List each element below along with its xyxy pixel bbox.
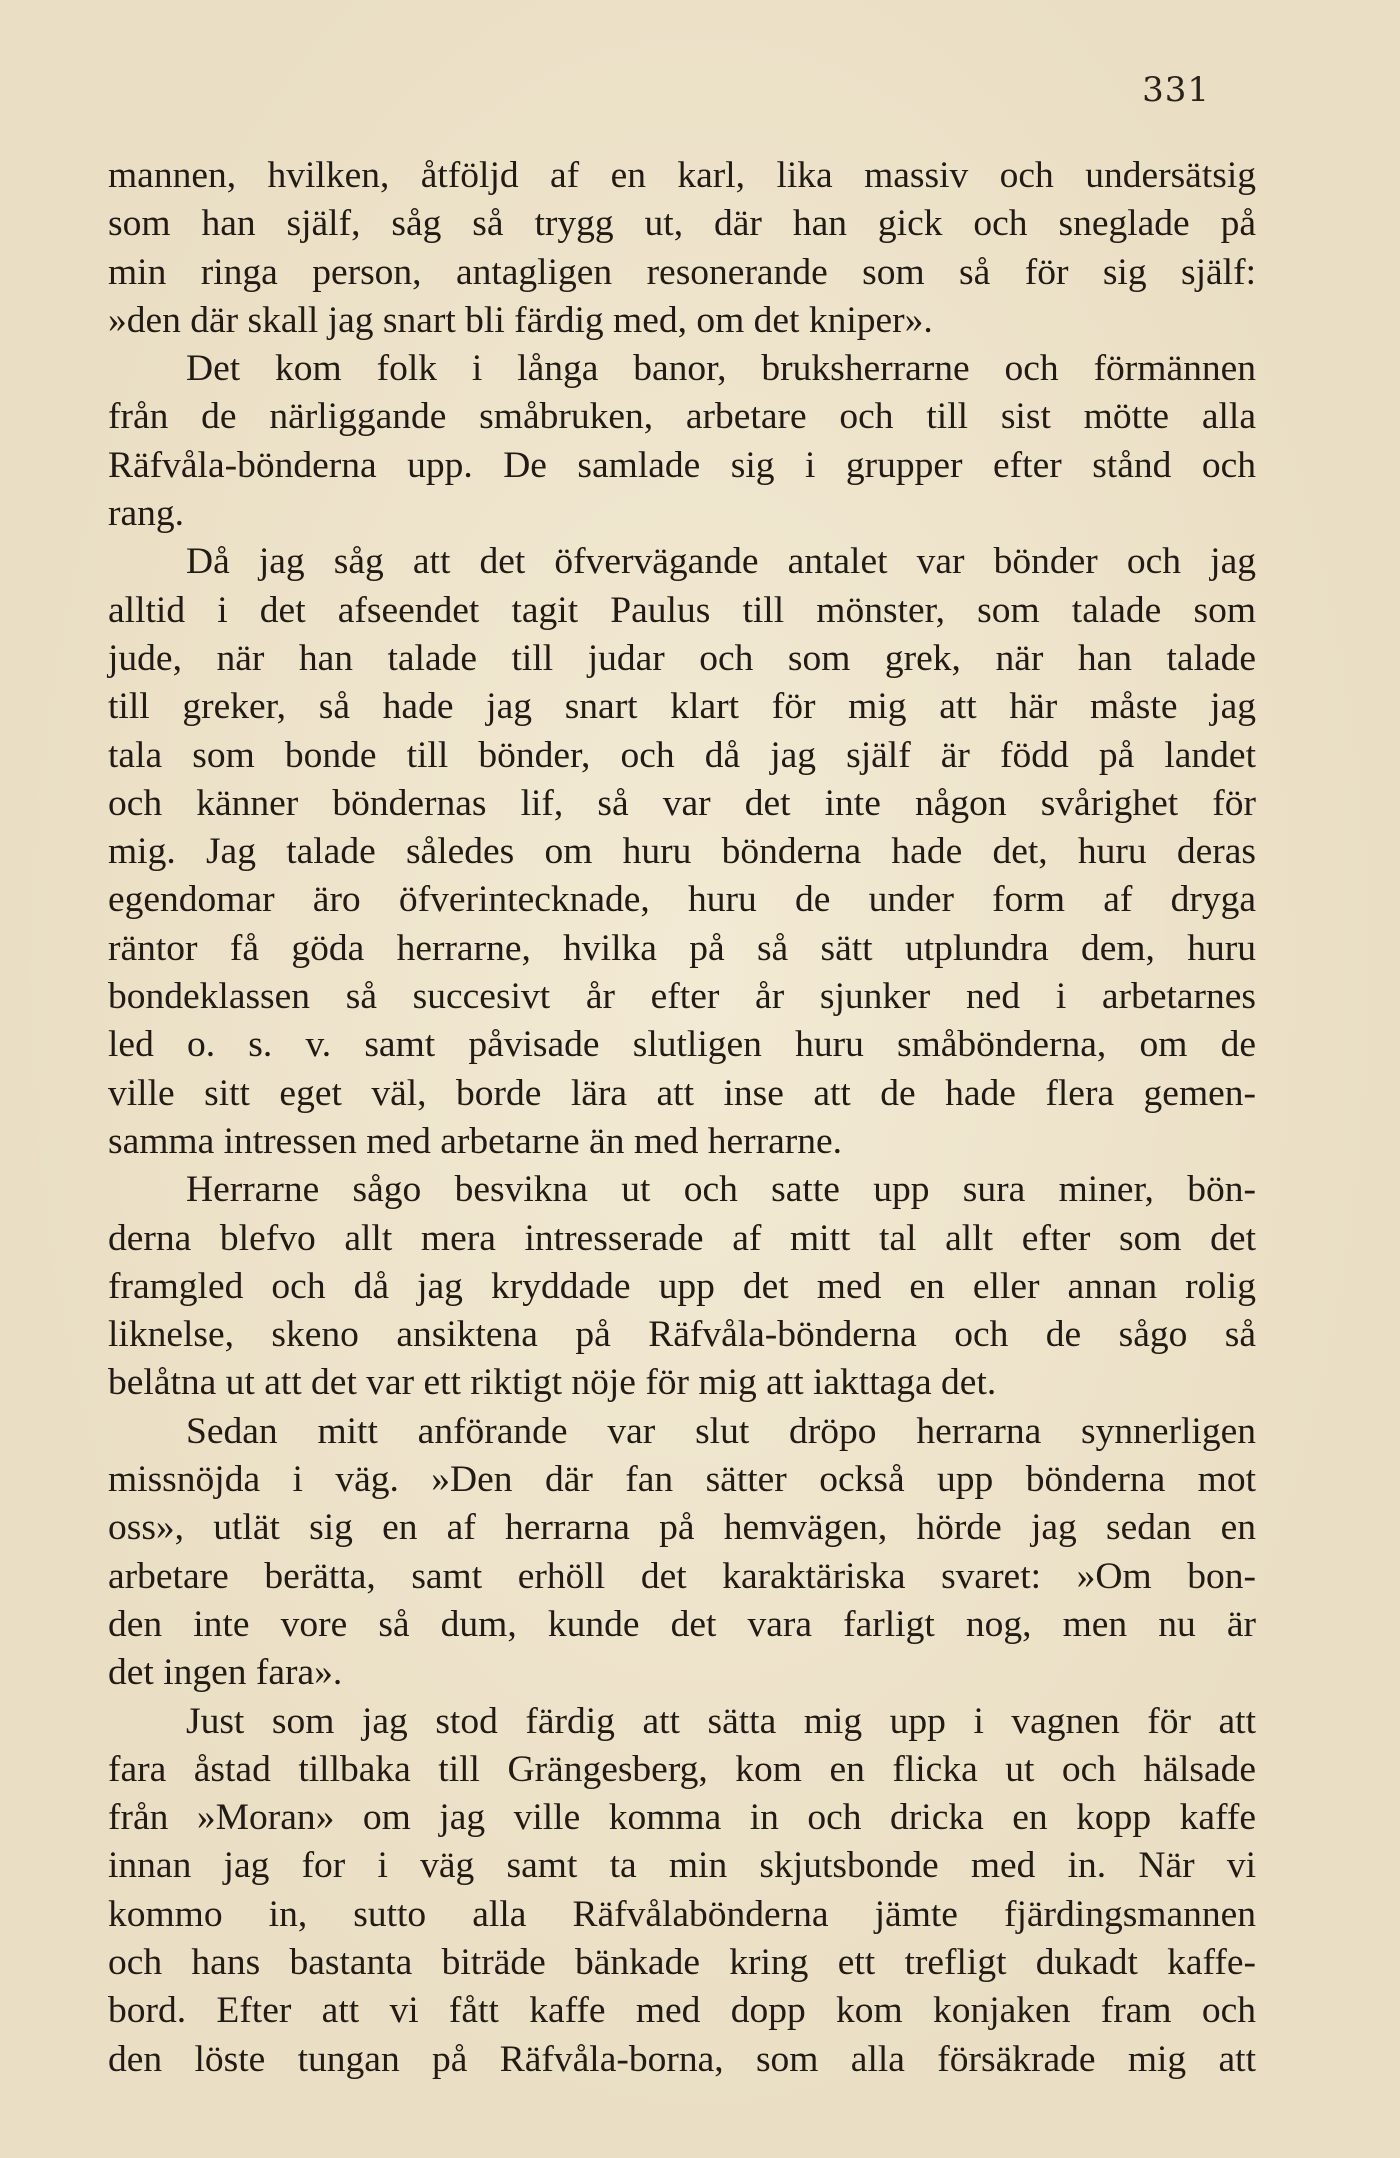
text-line: rang. [108, 493, 185, 535]
text-line: min ringa person, antagligen resonerande som så för sig själf: [108, 251, 1256, 293]
text-line: alltid i det afseendet tagit Paulus till mönster, som talade som [108, 589, 1256, 631]
text-line: Räfvåla-bönderna upp. De samlade sig i grupper efter stånd och [108, 444, 1256, 486]
text-line: derna blefvo allt mera intresserade af mitt tal allt efter som det [108, 1217, 1256, 1259]
text-line: Det kom folk i långa banor, bruksherrarne och förmännen [186, 348, 1256, 390]
text-line: Då jag såg att det öfvervägande antalet var bönder och jag [186, 541, 1256, 583]
text-line: oss», utlät sig en af herrarna på hemvägen, hörde jag sedan en [108, 1507, 1256, 1549]
text-line: från de närliggande småbruken, arbetare och till sist mötte alla [108, 396, 1256, 438]
text-line: »den där skall jag snart bli färdig med, om det kniper». [108, 299, 933, 341]
text-line: räntor få göda herrarne, hvilka på så sätt utplundra dem, huru [108, 927, 1256, 969]
text-line: jude, när han talade till judar och som grek, när han talade [108, 637, 1256, 679]
page-number: 331 [1142, 70, 1210, 110]
text-line: den inte vore så dum, kunde det vara farligt nog, men nu är [108, 1603, 1256, 1645]
text-line: arbetare berätta, samt erhöll det karaktäriska svaret: »Om bon- [108, 1555, 1256, 1597]
text-line: kommo in, sutto alla Räfvålabönderna jämte fjärdingsmannen [108, 1893, 1256, 1935]
text-line: och känner böndernas lif, så var det inte någon svårighet för [108, 782, 1256, 824]
text-line: bord. Efter att vi fått kaffe med dopp kom konjaken fram och [108, 1990, 1256, 2032]
text-line: fara åstad tillbaka till Grängesberg, kom en flicka ut och hälsade [108, 1748, 1256, 1790]
text-line: det ingen fara». [108, 1652, 343, 1694]
text-line: egendomar äro öfverintecknade, huru de under form af dryga [108, 879, 1256, 921]
text-line: ville sitt eget väl, borde lära att inse att de hade flera gemen- [108, 1072, 1256, 1114]
text-line: mig. Jag talade således om huru bönderna hade det, huru deras [108, 831, 1256, 873]
text-line: innan jag for i väg samt ta min skjutsbonde med in. När vi [108, 1845, 1256, 1887]
text-line: Herrarne sågo besvikna ut och satte upp sura miner, bön- [186, 1169, 1256, 1211]
text-line: mannen, hvilken, åtföljd af en karl, lika massiv och undersätsig [108, 155, 1256, 196]
text-line: belåtna ut att det var ett riktigt nöje för mig att iakttaga det. [108, 1362, 997, 1404]
text-line: framgled och då jag kryddade upp det med en eller annan rolig [108, 1265, 1256, 1307]
text-line: till greker, så hade jag snart klart för mig att här måste jag [108, 686, 1256, 728]
text-line: Sedan mitt anförande var slut dröpo herrarna synnerligen [186, 1410, 1256, 1452]
text-line: bondeklassen så succesivt år efter år sjunker ned i arbetarnes [108, 976, 1256, 1018]
text-line: som han själf, såg så trygg ut, där han gick och sneglade på [108, 203, 1256, 245]
text-line: Just som jag stod färdig att sätta mig upp i vagnen för att [186, 1700, 1256, 1742]
text-line: tala som bonde till bönder, och då jag själf är född på landet [108, 734, 1256, 776]
text-line: och hans bastanta biträde bänkade kring ett trefligt dukadt kaffe- [108, 1941, 1256, 1983]
text-line: samma intressen med arbetarne än med herrarne. [108, 1120, 843, 1162]
text-line: från »Moran» om jag ville komma in och dricka en kopp kaffe [108, 1797, 1256, 1839]
text-line: liknelse, skeno ansiktena på Räfvåla-bönderna och de sågo så [108, 1314, 1256, 1356]
text-line: den löste tungan på Räfvåla-borna, som alla försäkrade mig att [108, 2038, 1256, 2080]
body-text [108, 152, 1256, 2084]
text-line: led o. s. v. samt påvisade slutligen huru småbönderna, om de [108, 1024, 1256, 1066]
text-line: missnöjda i väg. »Den där fan sätter också upp bönderna mot [108, 1459, 1256, 1501]
